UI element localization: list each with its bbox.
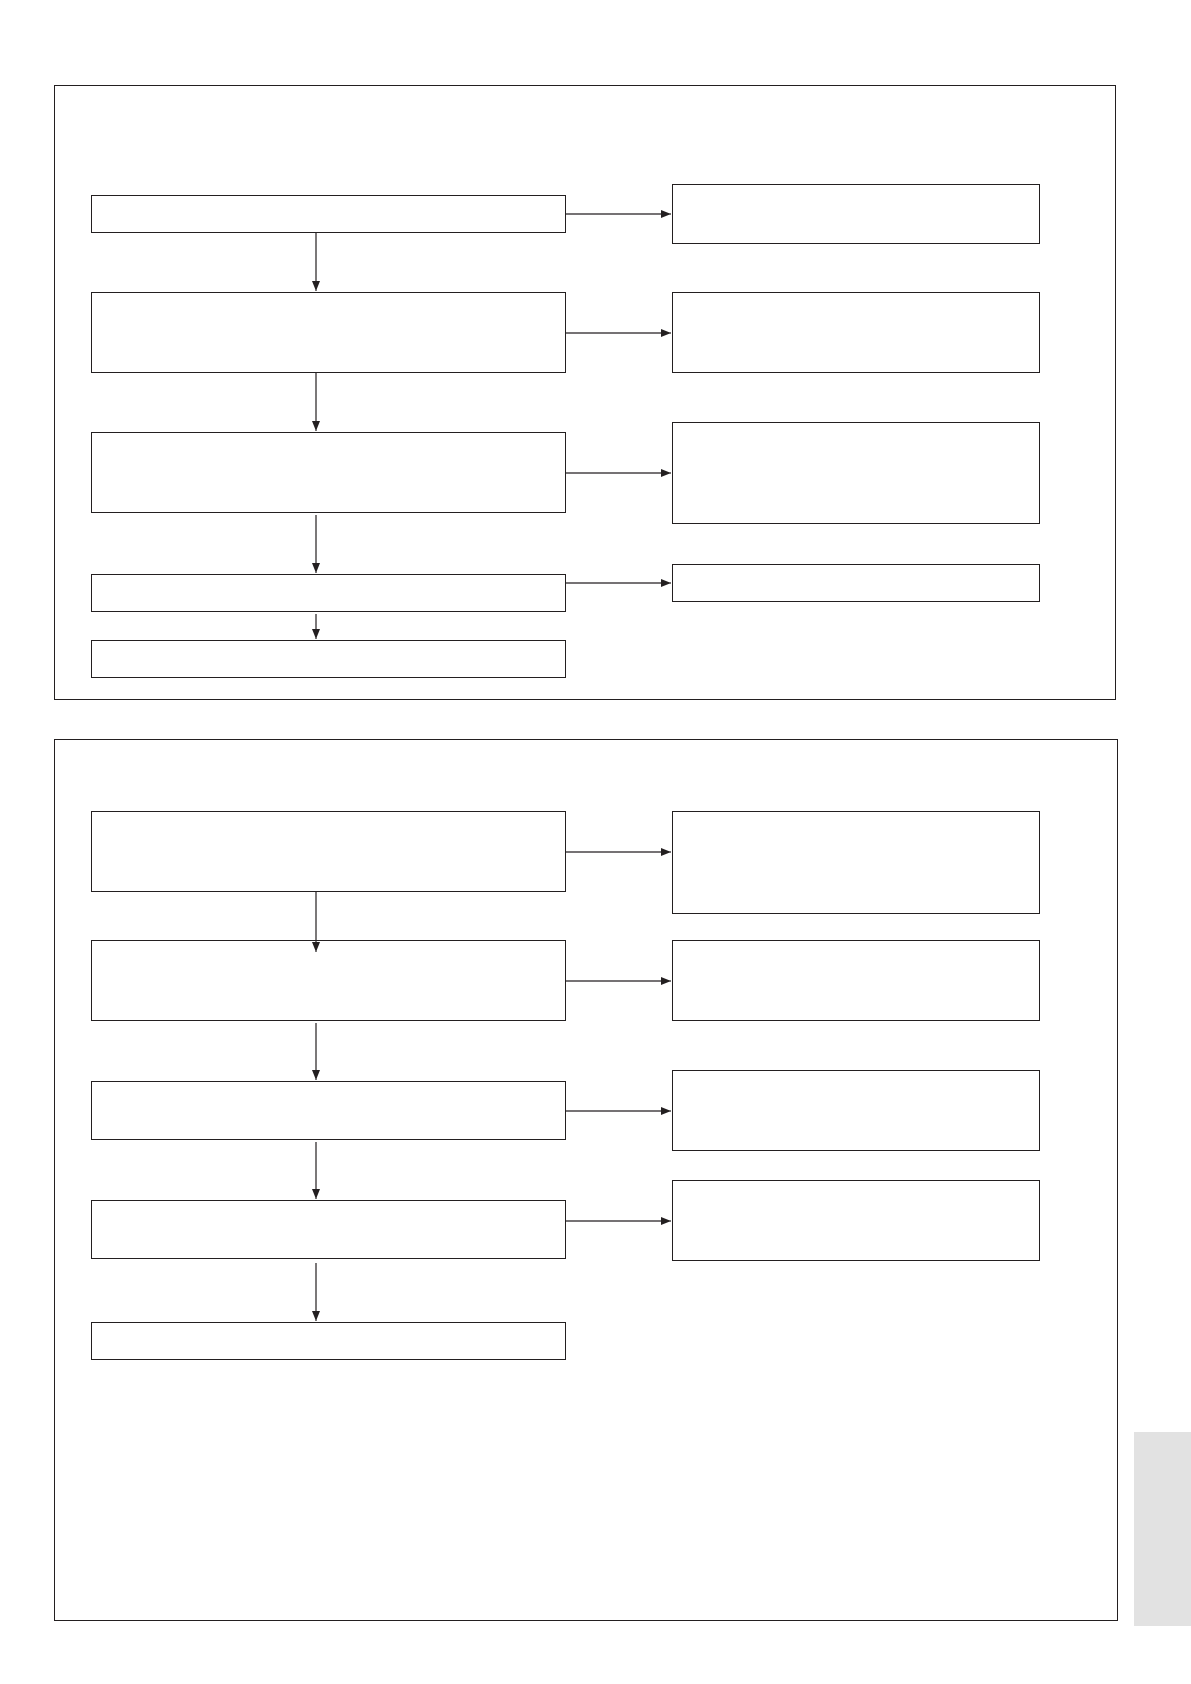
panel-1-right-box-1-label <box>673 185 1039 197</box>
panel-2-left-box-2 <box>91 940 566 1021</box>
panel-1-left-box-4 <box>91 574 566 612</box>
panel-1-left-box-4-label <box>92 575 565 587</box>
panel-2-left-box-3 <box>91 1081 566 1140</box>
panel-1-right-box-3 <box>672 422 1040 524</box>
panel-2-left-box-4 <box>91 1200 566 1259</box>
panel-1-left-box-5-label <box>92 641 565 653</box>
panel-2-left-box-4-label <box>92 1201 565 1213</box>
panel-1-left-box-2-label <box>92 293 565 305</box>
panel-1-left-box-3 <box>91 432 566 513</box>
panel-1-left-box-2 <box>91 292 566 373</box>
panel-2-right-box-1 <box>672 811 1040 914</box>
panel-2-right-box-4-label <box>673 1181 1039 1193</box>
panel-1-right-box-4 <box>672 564 1040 602</box>
panel-1-left-box-3-label <box>92 433 565 445</box>
panel-1-left-box-1 <box>91 195 566 233</box>
panel-1-right-box-2-label <box>673 293 1039 305</box>
panel-2-left-box-1-label <box>92 812 565 824</box>
panel-1-right-box-4-label <box>673 565 1039 577</box>
panel-2-right-box-2 <box>672 940 1040 1021</box>
panel-2-right-box-3 <box>672 1070 1040 1151</box>
panel-2-left-box-5-label <box>92 1323 565 1335</box>
panel-2-right-box-2-label <box>673 941 1039 953</box>
panel-1-left-box-1-label <box>92 196 565 208</box>
panel-1-right-box-2 <box>672 292 1040 373</box>
panel-2-left-box-2-label <box>92 941 565 953</box>
panel-2-right-box-1-label <box>673 812 1039 824</box>
panel-2-left-box-3-label <box>92 1082 565 1094</box>
panel-2-left-box-5 <box>91 1322 566 1360</box>
panel-1-right-box-3-label <box>673 423 1039 435</box>
panel-2-left-box-1 <box>91 811 566 892</box>
panel-1-right-box-1 <box>672 184 1040 244</box>
panel-2-right-box-4 <box>672 1180 1040 1261</box>
panel-1-left-box-5 <box>91 640 566 678</box>
side-tab <box>1134 1432 1191 1626</box>
panel-2-right-box-3-label <box>673 1071 1039 1083</box>
